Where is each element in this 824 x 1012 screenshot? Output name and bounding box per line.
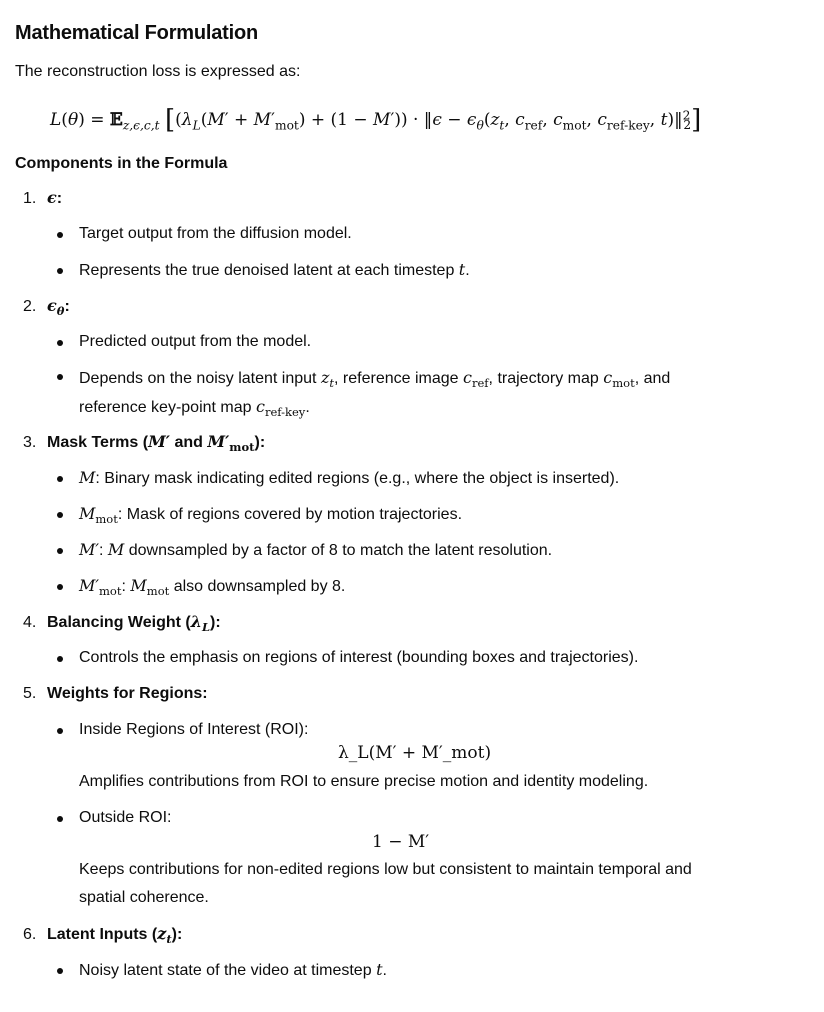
t-subscript: t: [329, 376, 335, 391]
period: .: [382, 962, 387, 979]
outside-roi-note: Keeps contributions for non-edited regions low but consistent to maintain temporal and spatial coherence.: [79, 861, 692, 906]
loss-equation: L(θ) = 𝔼$_{z,\epsilon,c,t}$ [$(\lambda_L(M' + M'_{mot}) + (1 - M'))$ · ‖ϵ − $\epsilon_\theta(z_t$, $c_{ref}$, $c_{mot}$, $c_{ref-key}$, t)‖$^2_2$]: [50, 105, 702, 135]
item-label: Mask Terms (: [47, 434, 149, 451]
item-number: 2.: [23, 298, 37, 315]
timestep-symbol: t: [458, 260, 466, 279]
mprime-symbol: M′: [79, 576, 100, 595]
bullet-text: Controls the emphasis on regions of interest (bounding boxes and trajectories).: [79, 649, 639, 666]
bullet-text: , and: [634, 370, 671, 387]
bullet-text: Inside Regions of Interest (ROI):: [79, 721, 309, 738]
z-symbol: z: [320, 368, 330, 387]
item-number: 1.: [23, 190, 37, 207]
bullet-icon: [57, 584, 63, 590]
bullet-text: : Binary mask indicating edited regions (e.g., where the object is inserted).: [95, 470, 620, 487]
item-number: 3.: [23, 434, 37, 451]
bullet-icon: [57, 656, 63, 662]
period: .: [305, 399, 310, 416]
m-symbol: M: [79, 504, 96, 523]
bullet-text: Predicted output from the model.: [79, 333, 312, 350]
list-item-weights-regions: [23, 682, 208, 706]
c-symbol: c: [462, 368, 472, 387]
intro-text: The reconstruction loss is expressed as:: [15, 63, 301, 80]
bullet-text: Represents the true denoised latent at each timestep: [79, 262, 455, 279]
theta-subscript: θ: [56, 304, 65, 319]
list-item: [57, 806, 717, 830]
bullet-icon: [57, 728, 63, 734]
bullet-text: reference key-point map: [79, 399, 256, 416]
bullet-icon: [57, 268, 63, 274]
bullet-text: , reference image: [334, 370, 463, 387]
lambda-symbol: λ: [190, 612, 202, 631]
bullet-icon: [57, 548, 63, 554]
bullet-text: also downsampled by 8.: [169, 578, 346, 595]
list-item: M′: M downsampled by a factor of 8 to match the latent resolution.: [57, 538, 717, 563]
item-label: Latent Inputs (: [47, 926, 158, 943]
mprime-symbol: M′: [207, 432, 230, 451]
bullet-icon: [57, 374, 63, 380]
list-item: [57, 502, 717, 527]
list-item-epsilon: [23, 186, 62, 211]
item-label: ):: [210, 614, 221, 631]
bullet-text: Depends on the noisy latent input: [79, 370, 317, 387]
bullet-icon: [57, 968, 63, 974]
item-label: Balancing Weight (: [47, 614, 191, 631]
list-item: [57, 364, 717, 422]
item-label: ):: [254, 434, 266, 451]
ref-subscript: ref: [471, 376, 489, 391]
list-item: [57, 646, 717, 670]
roi-formula: λ_L(M′ + M′_mot): [338, 743, 492, 763]
period: .: [465, 262, 470, 279]
item-number: 4.: [23, 614, 37, 631]
epsilon-symbol: ϵ: [47, 296, 57, 315]
list-item: [57, 222, 717, 246]
t-subscript: t: [166, 932, 172, 947]
z-symbol: z: [157, 924, 167, 943]
item-colon: :: [56, 190, 63, 207]
list-item: [57, 718, 717, 742]
m-symbol: M: [79, 468, 96, 487]
mot-subscript: mot: [146, 584, 170, 599]
bullet-icon: [57, 512, 63, 518]
item-number: 5.: [23, 685, 37, 702]
list-item: $M'_{mot}$: $M_{mot}$ also downsampled by 8.: [57, 574, 717, 599]
bullet-text: Outside ROI:: [79, 809, 172, 826]
epsilon-symbol: ϵ: [47, 188, 57, 207]
m-symbol: M: [107, 540, 125, 559]
timestep-symbol: t: [376, 960, 383, 979]
bullet-icon: [57, 816, 63, 822]
bullet-text: downsampled by a factor of 8 to match the latent resolution.: [124, 542, 553, 559]
item-label: Weights for Regions:: [47, 685, 208, 702]
list-item-mask-terms: [23, 430, 265, 455]
bullet-icon: [57, 476, 63, 482]
item-label: ):: [171, 926, 183, 943]
c-symbol: c: [603, 368, 613, 387]
c-symbol: c: [255, 397, 265, 416]
roi-note: Amplifies contributions from ROI to ensure precise motion and identity modeling.: [79, 773, 649, 790]
list-item-epsilon-theta: [23, 294, 70, 319]
list-item: [57, 258, 717, 283]
bullet-icon: [57, 340, 63, 346]
list-item: [57, 958, 717, 983]
mot-subscript: mot: [229, 440, 255, 455]
item-colon: :: [64, 298, 70, 315]
refkey-subscript: ref-key: [264, 405, 306, 420]
list-item-latent-inputs: [23, 922, 182, 947]
list-item: [57, 330, 717, 354]
mprime-symbol: M′: [148, 432, 171, 451]
mot-subscript: mot: [99, 584, 122, 599]
mprime-symbol: M′: [79, 540, 100, 559]
m-symbol: M: [130, 576, 147, 595]
outside-roi-formula: 1 − M′: [372, 832, 430, 852]
list-item-balancing-weight: [23, 610, 221, 635]
item-number: 6.: [23, 926, 37, 943]
item-label: and: [170, 434, 208, 451]
components-heading: Components in the Formula: [15, 155, 228, 172]
list-item: [57, 466, 717, 491]
mot-subscript: mot: [95, 512, 118, 527]
bullet-text: : Mask of regions covered by motion trajectories.: [117, 506, 463, 523]
page-title: Mathematical Formulation: [15, 22, 259, 44]
bullet-icon: [57, 232, 63, 238]
mot-subscript: mot: [612, 376, 635, 391]
bullet-text: , trajectory map: [488, 370, 604, 387]
l-subscript: L: [201, 620, 211, 635]
bullet-text: Target output from the diffusion model.: [79, 225, 352, 242]
bullet-text: Noisy latent state of the video at timestep: [79, 962, 372, 979]
